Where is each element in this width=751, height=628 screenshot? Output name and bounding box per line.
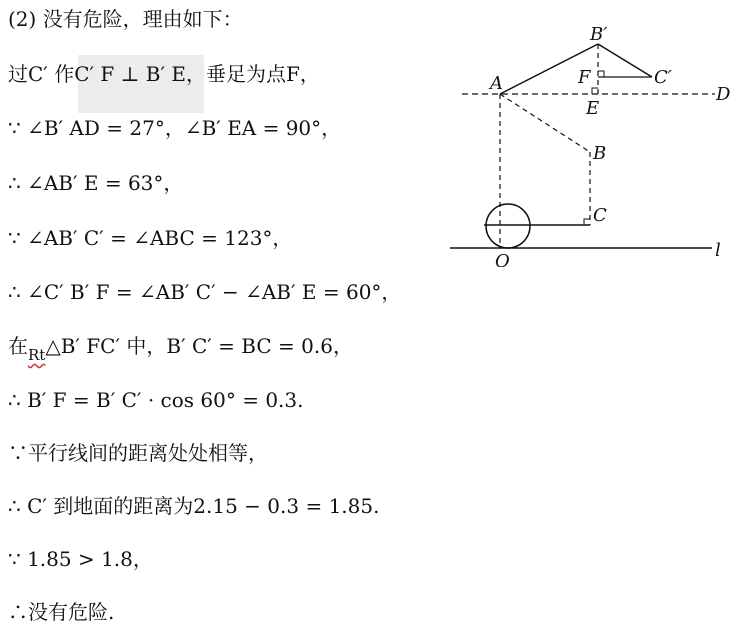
label-c: C [593, 205, 607, 226]
text-line-4: ∴ ∠AB′ E = 63°， [8, 171, 184, 195]
segment-ab-dashed [500, 94, 590, 152]
geometry-figure [440, 22, 740, 267]
text-line-7-prefix: 在 [8, 334, 28, 358]
label-b-prime: B′ [590, 24, 608, 45]
text-line-10: ∴ C′ 到地面的距离为2.15 − 0.3 = 1.85. [8, 494, 380, 518]
text-line-1: (2) 没有危险，理由如下： [8, 7, 243, 31]
label-d: D [716, 84, 731, 105]
text-line-12: ∴没有危险. [8, 600, 115, 624]
text-line-7-body: △B′ FC′ 中，B′ C′ = BC = 0.6， [45, 334, 353, 358]
text-line-11: ∵ 1.85 > 1.8， [8, 547, 153, 571]
text-line-7 [8, 334, 353, 364]
label-e: E [586, 98, 600, 119]
label-b: B [593, 143, 607, 164]
text-line-6: ∴ ∠C′ B′ F = ∠AB′ C′ − ∠AB′ E = 60°， [8, 280, 402, 304]
right-angle-c [584, 219, 590, 225]
label-a: A [490, 73, 503, 94]
text-line-2: 过C′ 作C′ F ⊥ B′ E，垂足为点F， [8, 62, 320, 86]
text-line-8: ∴ B′ F = B′ C′ · cos 60° = 0.3. [8, 388, 304, 412]
right-angle-e [592, 88, 598, 94]
label-c-prime: C′ [654, 67, 672, 88]
rt-subscript: Rt [28, 346, 46, 364]
text-line-3: ∵ ∠B′ AD = 27°，∠B′ EA = 90°， [8, 116, 342, 140]
label-o: O [495, 251, 510, 267]
label-f: F [578, 67, 591, 88]
right-angle-f [598, 71, 604, 77]
wheel-circle [486, 204, 530, 248]
text-line-5: ∵ ∠AB′ C′ = ∠ABC = 123°， [8, 226, 293, 250]
text-line-9: ∵平行线间的距离处处相等， [8, 441, 268, 465]
segment-b-prime-c-prime [598, 44, 652, 77]
label-l: l [715, 240, 721, 261]
